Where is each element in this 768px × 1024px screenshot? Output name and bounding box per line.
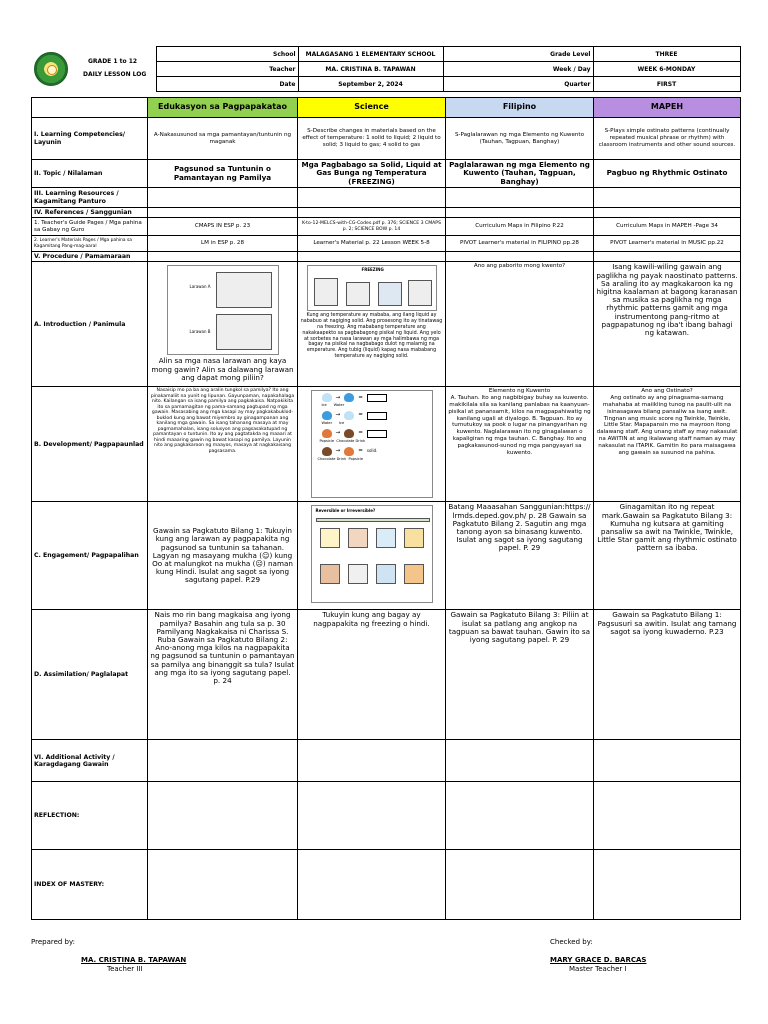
row-teachers-guide (32, 218, 741, 236)
worksheet-item-icon (348, 528, 368, 548)
subject-mapeh: MAPEH (594, 98, 741, 118)
chocolate-drink-icon (322, 447, 332, 456)
intro-filipino: Ano ang paborito mong kwento? (446, 262, 594, 387)
reversible-title: Reversible or Irreversible? (315, 508, 376, 514)
intro-science-text: Kung ang temperature ay mababa, ang ilang liquid ay nababuo at nagiging solid. Ang prosesong ito ay tinatawag na freezing. Ang mababang temperature ang nakakaapekto sa pagbabagong pisikal ng liquid. Ang yelo at sorbetes na nasa larawan ay mga halimbawa ng mga bagay na pisikal na nagbabago dulot ng malamig na emperature. Ang tubig (liquid) kapag nasa mababang temperature ay nagiging solid. (300, 313, 443, 359)
lesson-plan-table (31, 97, 741, 920)
learners-filipino: PIVOT Learner's material in FILIPINO pp.28 (446, 236, 594, 252)
row-procedure (32, 252, 741, 262)
development-esp: Nasaisip mo pa ba ang aralin tungkol sa pamilya? Ito ang pinakamaliit na yunit ng lipunan. Gayunpaman, napakahalaga nito. Kailangan sa isang pamilya ang pagkakaisa. Natpakikita ito sa pamamagitan ng pama-samang pagtupad ng mga gawain. Masasabing ang mga kasapi ay may pagkakabuklod-buklod kung ang bawat miyembro ay ginagampanan ang kanilang mga gawain. Sa isang tahanang masaya at may pagmamahalan, isang solusyon ang pagsasakatupad ng pamantayan o tuntunin. Ito ay ang pagtatakda ng maaari at hindi maaaring gawin ng bawat kasapi ng pamilya. Layunin nito ang pagkakaroon ng maayos, masaya at nagkakaisang pagsasama. (148, 387, 298, 502)
guide-filipino: Curriculum Maps in Filipino P.22 (446, 218, 594, 236)
freezing-title: FREEZING (361, 267, 384, 273)
row-reflection (32, 782, 741, 850)
assimilation-filipino: Gawain sa Pagkatuto Bilang 3: Piliin at isulat sa patlang ang angkop na tagpuan sa bawat tauhan. Gawin ito sa iyong sagutang papel. P. 29 (446, 610, 594, 740)
row-competencies (32, 118, 741, 160)
guide-mapeh: Curriculum Maps in MAPEH -Page 34 (594, 218, 741, 236)
assimilation-esp: Nais mo rin bang magkaisa ang iyong pamilya? Basahin ang tula sa p. 30 Pamilyang Nagkakaisa ni Charissa S. Ruba Gawain sa Pagkatuto Bilang 2: Ano-anong mga kilos na nagpapakita ng pagsunod sa tuntunin o pamantayan sa pamilya ang binanggit sa tula? Isulat ang mga ito sa iyong sagutang papel. p. 24 (148, 610, 298, 740)
engagement-science (298, 502, 446, 610)
engagement-filipino: Batang Maaasahan Sanggunian:https:// lrmds.deped.gov.ph/ p. 28 Gawain sa Pagkatuto Bilang 2. Sagutin ang mga tanong ayon sa binasang kuwento. Isulat ang sagot sa iyong sagutang papel. P. 29 (446, 502, 594, 610)
water-glass-icon (408, 280, 432, 306)
row-introduction (32, 262, 741, 387)
prepared-by-name: MA. CRISTINA B. TAPAWAN (81, 956, 187, 964)
row-label-intro: A. Introduction / Panimula (32, 262, 148, 387)
empty-corner (32, 98, 148, 118)
ice-cube-icon (322, 393, 332, 402)
prepared-by-label: Prepared by: (31, 938, 75, 946)
water-drop-icon (322, 411, 332, 420)
signature-footer (31, 936, 740, 981)
solid-liquid-worksheet: → = Ice Water → = Water Ice → = Popsicle Chocolate Drink → = solid. Chocolate Drink Popsicle (311, 390, 433, 498)
worksheet-item-icon (404, 528, 424, 548)
subject-header-row (32, 98, 741, 118)
row-resources (32, 188, 741, 208)
quarter-label: Quarter (443, 77, 593, 92)
row-label-competencies: I. Learning Competencies/ Layunin (32, 118, 148, 160)
form-subtitle: DAILY LESSON LOG (83, 70, 147, 78)
checked-by-name: MARY GRACE D. BARCAS (550, 956, 647, 964)
worksheet-item-icon (320, 528, 340, 548)
school-value: MALAGASANG 1 ELEMENTARY SCHOOL (298, 47, 443, 62)
subject-science: Science (298, 98, 446, 118)
row-label-topic: II. Topic / Nilalaman (32, 160, 148, 188)
learners-science: Learner's Material p. 22 Lesson WEEK 5-8 (298, 236, 446, 252)
worksheet-item-icon (376, 528, 396, 548)
grade-label: Grade Level (443, 47, 593, 62)
esp-intro-illustration (167, 265, 279, 355)
topic-filipino: Paglalarawan ng mga Elemento ng Kuwento (Tauhan, Tagpuan, Banghay) (446, 160, 594, 188)
row-label-references: IV. References / Sanggunian (32, 208, 148, 218)
popsicle-icon (344, 447, 354, 456)
worksheet-item-icon (404, 564, 424, 584)
row-label-development: B. Development/ Pagpapaunlad (32, 387, 148, 502)
form-title: GRADE 1 to 12 (88, 57, 138, 65)
row-index-of-mastery (32, 850, 741, 920)
reversible-worksheet (311, 505, 433, 603)
grade-value: THREE (593, 47, 740, 62)
intro-esp-text: Alin sa mga nasa larawan ang kaya mong gawin? Alin sa dalawang larawan ang dapat mong piliin? (151, 356, 294, 382)
worksheet-item-icon (320, 564, 340, 584)
row-development (32, 387, 741, 502)
picture-a-label: Larawan A (189, 284, 211, 290)
filipino-elements-text: A. Tauhan. Ito ang nagbibigay buhay sa kuwento. makikilala sila sa kanilang panlabas na kaanyuan-pisikal at panansamit, kilos na magpapahiwatig ng kanilang ugali at diyalogo. B. Tagpuan. Ito ay tumutukoy sa pook o lugar na pinangyarihan ng kuwento. Naglalarawan ito ng ginagalawan o kapaligiran ng mga tauhan. C. Banghay. Ito ang pagkakasunod-sunod ng mga pangyayari sa kuwento. (448, 395, 591, 456)
date-value: September 2, 2024 (298, 77, 443, 92)
children-drawing-icon (216, 314, 272, 350)
water-drop-icon (344, 393, 354, 402)
row-label-additional: VI. Additional Activity / Karagdagang Gawain (32, 740, 148, 782)
row-topic (32, 160, 741, 188)
competency-science: S-Describe changes in materials based on the effect of temperature: 1 solid to liquid; 2 liquid to solid; 3 liquid to gas; 4 solid to gas (298, 118, 446, 160)
row-label-learners: 2. Learner's Materials Pages / Mga pahina sa Kagamitang Pang-mag-aaral (32, 236, 148, 252)
development-mapeh (594, 387, 741, 502)
intro-mapeh: Isang kawili-wiling gawain ang paglikha ng payak naostinato patterns. Sa araling ito ay magkakaroon ka ng higitna kaalaman at bagong karanasan sa musika sa paglikha ng mga rhythmic patterns gamit ang mga instrumentong pang-ritmo at pagpapatunog ng iba't ibang bahagi ng katawan. (594, 262, 741, 387)
fridge-icon (314, 278, 338, 306)
popsicle-icon (322, 429, 332, 438)
engagement-esp: Gawain sa Pagkatuto Bilang 1: Tukuyin kung ang larawan ay pagpapakita ng pagsunod sa tuntunin sa tahanan. Lagyan ng masayang mukha (☺) kung Oo at malungkot na mukha (☹) naman kung Hindi. Isulat ang sagot sa iyong sagutang papel. P.29 (148, 502, 298, 610)
row-label-mastery: INDEX OF MASTERY: (32, 850, 148, 920)
worksheet-item-icon (348, 564, 368, 584)
week-label: Week / Day (443, 62, 593, 77)
engagement-mapeh: Ginagamitan ito ng repeat mark.Gawain sa Pagkatuto Bilang 3: Kumuha ng kutsara at gamiting pansaliw sa awit na Twinkle, Twinkle, Little Star gamit ang rhythmic ostinato pattern sa ibaba. (594, 502, 741, 610)
learners-esp: LM in ESP p. 28 (148, 236, 298, 252)
prepared-by-title: Teacher III (107, 965, 143, 973)
development-science (298, 387, 446, 502)
ice-cube-icon (344, 411, 354, 420)
freezing-illustration (307, 265, 437, 311)
picture-b-label: Larawan B (189, 329, 211, 335)
intro-science (298, 262, 446, 387)
row-label-procedure: V. Procedure / Pamamaraan (32, 252, 148, 262)
filipino-elements-title: Elemento ng Kuwento (488, 388, 551, 395)
row-engagement (32, 502, 741, 610)
row-references (32, 208, 741, 218)
answer-solid: solid. (366, 447, 378, 453)
teacher-label: Teacher (156, 62, 298, 77)
row-label-guide: 1. Teacher's Guide Pages / Mga pahina sa Gabay ng Guro (32, 218, 148, 236)
week-value: WEEK 6-MONDAY (593, 62, 740, 77)
row-label-resources: III. Learning Resources / Kagamitang Panturo (32, 188, 148, 208)
ice-tray-icon (378, 282, 402, 306)
popsicle-icon (346, 282, 370, 306)
worksheet-item-icon (376, 564, 396, 584)
competency-mapeh: S-Plays simple ostinato patterns (continually repeated musical phrase or rhythm) with classroom instruments and other sound sources. (594, 118, 741, 160)
subject-esp: Edukasyon sa Pagpapakatao (148, 98, 298, 118)
ostinato-text: Ang ostinato ay ang pinagsama-samang mahahaba at maiikling tunog na paulit-ulit na isinasagawa bilang pansaliw sa isang awit. Tingnan ang music score ng Twinkle, Twinkle, Little Star. Mapapansin mo na mayroon itong dalawang staff. Ang unang staff ay may nakasulat na AWITIN at ang ikalawang staff naman ay may nakasulat na ITAPIK. Gamitin ito para maisagawa ang gawain sa susunod na pahina. (596, 395, 738, 456)
school-label: School (156, 47, 298, 62)
header-logo-cell (31, 47, 156, 92)
learners-mapeh: PIVOT Learner's material in MUSIC pp.22 (594, 236, 741, 252)
checked-by-title: Master Teacher I (569, 965, 627, 973)
development-filipino (446, 387, 594, 502)
competency-filipino: S-Paglalarawan ng mga Elemento ng Kuwento (Tauhan, Tagpuan, Banghay) (446, 118, 594, 160)
quarter-value: FIRST (593, 77, 740, 92)
row-learners-material (32, 236, 741, 252)
topic-science: Mga Pagbabago sa Solid, Liquid at Gas Bunga ng Temperatura (FREEZING) (298, 160, 446, 188)
deped-seal-icon (34, 52, 68, 86)
chocolate-drink-icon (344, 429, 354, 438)
row-label-reflection: REFLECTION: (32, 782, 148, 850)
family-drawing-icon (216, 272, 272, 308)
competency-esp: A-Nakasusunod sa mga pamantayan/tuntunin ng maganak (148, 118, 298, 160)
topic-mapeh: Pagbuo ng Rhythmic Ostinato (594, 160, 741, 188)
assimilation-mapeh: Gawain sa Pagkatuto Bilang 1: Pagsusuri sa awitin. Isulat ang tamang sagot sa iyong kuwaderno. P.23 (594, 610, 741, 740)
answer-box[interactable] (367, 394, 387, 402)
row-label-engagement: C. Engagement/ Pagpapalihan (32, 502, 148, 610)
answer-box[interactable] (367, 430, 387, 438)
row-additional-activity (32, 740, 741, 782)
teacher-value: MA. CRISTINA B. TAPAWAN (298, 62, 443, 77)
assimilation-science: Tukuyin kung ang bagay ay nagpapakita ng freezing o hindi. (298, 610, 446, 740)
checked-by-label: Checked by: (550, 938, 593, 946)
date-label: Date (156, 77, 298, 92)
guide-science: K-to-12-MELCS-with-CG-Codes.pdf p. 376; SCIENCE 3 CMAPS p. 2; SCIENCE BOW p. 14 (298, 218, 446, 236)
row-label-assimilation: D. Assimilation/ Paglalapat (32, 610, 148, 740)
subject-filipino: Filipino (446, 98, 594, 118)
topic-esp: Pagsunod sa Tuntunin o Pamantayan ng Pamilya (148, 160, 298, 188)
header-table (31, 46, 741, 92)
ostinato-title: Ano ang Ostinato? (641, 388, 693, 395)
row-assimilation (32, 610, 741, 740)
answer-box[interactable] (367, 412, 387, 420)
intro-esp (148, 262, 298, 387)
guide-esp: CMAPS IN ESP p. 23 (148, 218, 298, 236)
